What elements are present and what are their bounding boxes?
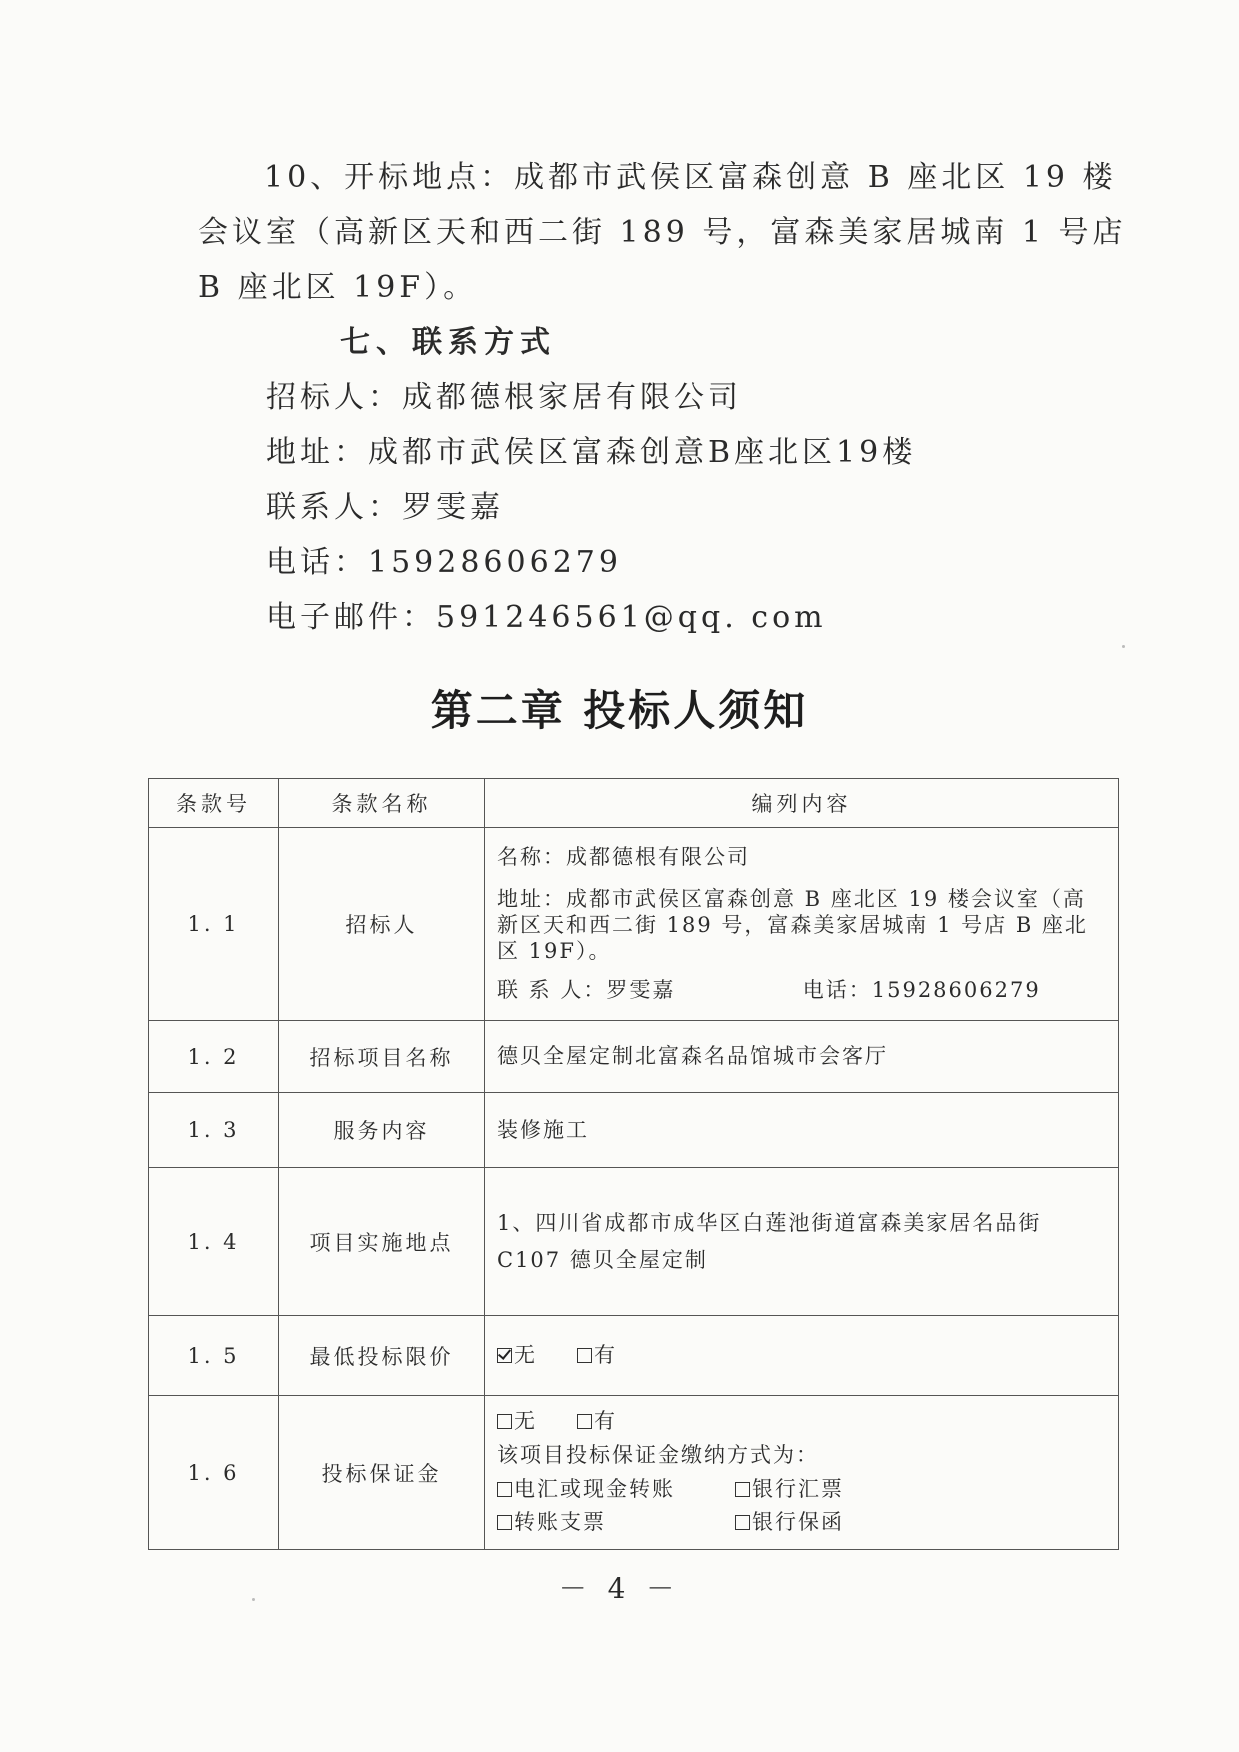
scan-speck bbox=[1122, 645, 1125, 648]
checkbox-icon[interactable] bbox=[497, 1482, 512, 1497]
checkbox-icon[interactable] bbox=[735, 1482, 750, 1497]
clause-no: 1. 6 bbox=[149, 1396, 279, 1550]
clause-no: 1. 4 bbox=[149, 1168, 279, 1316]
header-content: 编列内容 bbox=[485, 779, 1119, 828]
contact-tenderer: 招标人：成都德根家居有限公司 bbox=[266, 380, 742, 415]
clause-no: 1. 1 bbox=[149, 828, 279, 1021]
table-row bbox=[149, 828, 1119, 1021]
table-row bbox=[149, 1168, 1119, 1316]
deposit-options bbox=[497, 1405, 1106, 1439]
clause-content bbox=[485, 1316, 1119, 1396]
table-row bbox=[149, 1396, 1119, 1550]
checkbox-icon[interactable] bbox=[577, 1348, 592, 1363]
option-guarantee[interactable] bbox=[735, 1506, 844, 1540]
checkbox-icon[interactable] bbox=[497, 1515, 512, 1530]
tenderer-address: 地址：成都市武侯区富森创意 B 座北区 19 楼会议室（高新区天和西二街 189 号，富森美家居城南 1 号店 B 座北区 19F）。 bbox=[497, 886, 1088, 964]
table-row bbox=[149, 1316, 1119, 1396]
option-none[interactable] bbox=[497, 1339, 537, 1372]
option-have[interactable] bbox=[577, 1405, 617, 1439]
tenderer-contact-line bbox=[497, 974, 1106, 1007]
clause-content bbox=[485, 828, 1119, 1021]
table-row bbox=[149, 1093, 1119, 1168]
clause-table bbox=[148, 778, 1119, 1550]
clause-name: 招标项目名称 bbox=[279, 1021, 485, 1093]
option-guarantee-label: 银行保函 bbox=[752, 1510, 844, 1535]
page-number: － 4 － bbox=[558, 1572, 681, 1605]
tenderer-contact: 联 系 人：罗雯嘉 bbox=[497, 978, 676, 1003]
header-clause-no: 条款号 bbox=[149, 779, 279, 828]
clause-name: 服务内容 bbox=[279, 1093, 485, 1168]
tenderer-phone: 电话：15928606279 bbox=[802, 978, 1041, 1003]
option-draft-label: 银行汇票 bbox=[752, 1476, 844, 1501]
option-have[interactable] bbox=[577, 1339, 617, 1372]
checkbox-icon[interactable] bbox=[497, 1414, 512, 1429]
clause-name: 投标保证金 bbox=[279, 1396, 485, 1550]
option-wire-label: 电汇或现金转账 bbox=[514, 1476, 675, 1501]
clause-no: 1. 3 bbox=[149, 1093, 279, 1168]
clause-no: 1. 5 bbox=[149, 1316, 279, 1396]
clause-name: 项目实施地点 bbox=[279, 1168, 485, 1316]
contact-phone: 电话：15928606279 bbox=[266, 545, 622, 580]
option-none-label: 无 bbox=[514, 1343, 537, 1368]
option-wire[interactable] bbox=[497, 1473, 707, 1507]
item10-line1: 10、开标地点：成都市武侯区富森创意 B 座北区 19 楼 bbox=[264, 160, 1117, 195]
scan-speck bbox=[252, 1598, 255, 1601]
table-header-row bbox=[149, 779, 1119, 828]
contact-person: 联系人：罗雯嘉 bbox=[266, 490, 504, 525]
checkbox-icon[interactable] bbox=[735, 1515, 750, 1530]
clause-name: 最低投标限价 bbox=[279, 1316, 485, 1396]
contact-address: 地址：成都市武侯区富森创意B座北区19楼 bbox=[266, 435, 917, 470]
option-cheque[interactable] bbox=[497, 1506, 707, 1540]
clause-content: 德贝全屋定制北富森名品馆城市会客厅 bbox=[485, 1021, 1119, 1093]
item10-line3: B 座北区 19F）。 bbox=[198, 270, 478, 305]
option-have-label: 有 bbox=[594, 1343, 617, 1368]
table-row bbox=[149, 1021, 1119, 1093]
checkbox-checked-icon[interactable] bbox=[497, 1348, 512, 1363]
chapter-title: 第二章 投标人须知 bbox=[430, 686, 809, 735]
tenderer-name: 名称：成都德根有限公司 bbox=[497, 845, 750, 870]
deposit-methods-row2 bbox=[497, 1506, 1106, 1540]
option-none[interactable] bbox=[497, 1405, 537, 1439]
clause-content bbox=[485, 1396, 1119, 1550]
clause-content: 装修施工 bbox=[485, 1093, 1119, 1168]
option-draft[interactable] bbox=[735, 1473, 844, 1507]
clause-no: 1. 2 bbox=[149, 1021, 279, 1093]
item10-line2: 会议室（高新区天和西二街 189 号，富森美家居城南 1 号店 bbox=[198, 215, 1127, 250]
contact-heading: 七、联系方式 bbox=[340, 325, 556, 360]
clause-content: 1、四川省成都市成华区白莲池街道富森美家居名品街 C107 德贝全屋定制 bbox=[485, 1168, 1119, 1316]
deposit-methods-row1 bbox=[497, 1473, 1106, 1507]
deposit-method-label: 该项目投标保证金缴纳方式为： bbox=[497, 1442, 819, 1467]
option-have-label: 有 bbox=[594, 1409, 617, 1434]
clause-name: 招标人 bbox=[279, 828, 485, 1021]
option-none-label: 无 bbox=[514, 1409, 537, 1434]
checkbox-icon[interactable] bbox=[577, 1414, 592, 1429]
header-clause-name: 条款名称 bbox=[279, 779, 485, 828]
contact-email: 电子邮件：591246561@qq. com bbox=[266, 600, 827, 635]
option-cheque-label: 转账支票 bbox=[514, 1510, 606, 1535]
